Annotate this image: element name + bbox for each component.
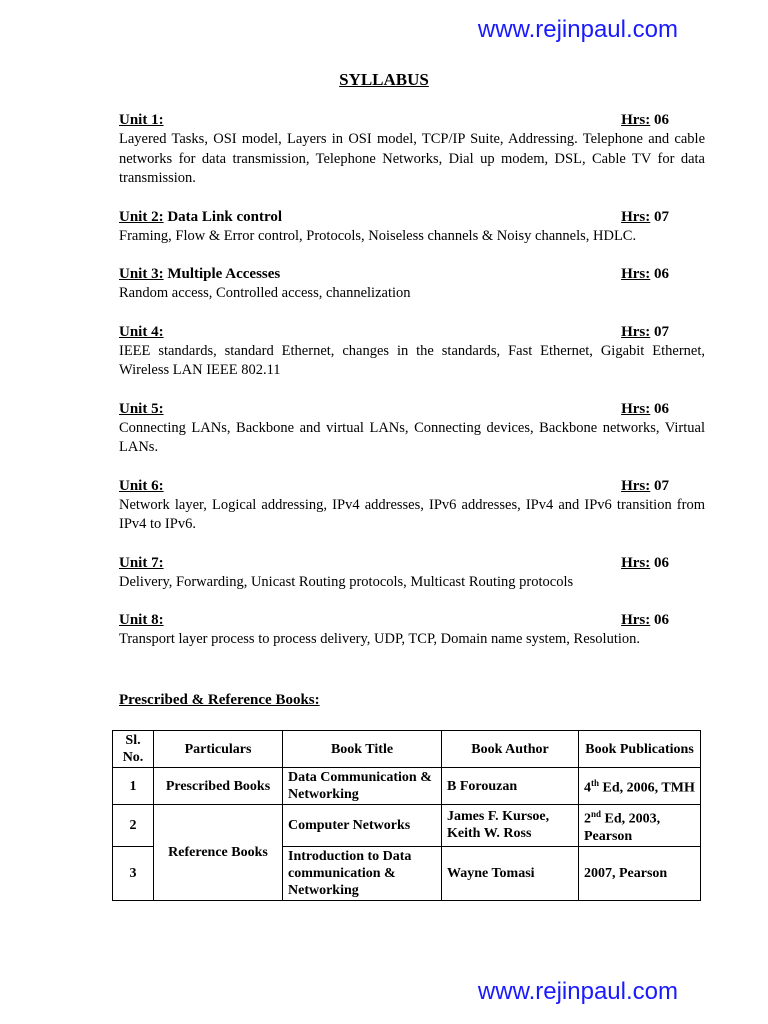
unit-name: Multiple Accesses — [167, 266, 281, 282]
unit-hours: 06 — [654, 554, 669, 571]
unit-hours: 06 — [654, 112, 669, 128]
hrs-label: Hrs: — [621, 400, 651, 417]
unit-5 — [119, 400, 705, 458]
hrs-label: Hrs: — [621, 208, 651, 225]
book-publication-cell: 2007, Pearson — [579, 846, 701, 900]
hrs-label: Hrs: — [621, 554, 651, 571]
book-author-cell: Wayne Tomasi — [442, 846, 579, 900]
unit-label: Unit 1: — [119, 112, 164, 128]
books-table — [112, 730, 701, 901]
column-header: Book Publications — [579, 731, 701, 768]
particulars-cell: Prescribed Books — [154, 768, 283, 805]
unit-3 — [119, 265, 705, 304]
unit-label: Unit 8: — [119, 612, 164, 628]
unit-2 — [119, 208, 705, 247]
unit-7 — [119, 554, 705, 593]
hrs-label: Hrs: — [621, 112, 651, 128]
unit-description: Random access, Controlled access, channelization — [119, 285, 411, 301]
unit-1 — [119, 111, 705, 189]
unit-description: Connecting LANs, Backbone and virtual LANs, Connecting devices, Backbone networks, Virtual LANs. — [119, 419, 705, 455]
unit-hours: 07 — [654, 323, 669, 340]
unit-hours: 07 — [654, 477, 669, 494]
hrs-label: Hrs: — [621, 477, 651, 494]
unit-hours: 07 — [654, 208, 669, 225]
book-publication-cell: 2nd Ed, 2003, Pearson — [579, 805, 701, 847]
book-title-cell: Computer Networks — [283, 805, 442, 847]
unit-label: Unit 2: — [119, 208, 164, 225]
table-header-row — [113, 731, 701, 768]
unit-hours: 06 — [654, 612, 669, 628]
unit-description: IEEE standards, standard Ethernet, changes in the standards, Fast Ethernet, Gigabit Ethernet, Wireless LAN IEEE 802.11 — [119, 342, 705, 378]
book-author-cell: B Forouzan — [442, 768, 579, 805]
unit-description: Delivery, Forwarding, Unicast Routing protocols, Multicast Routing protocols — [119, 573, 574, 590]
unit-hours: 06 — [654, 400, 669, 417]
unit-description: Network layer, Logical addressing, IPv4 addresses, IPv6 addresses, IPv4 and IPv6 transition from IPv4 to IPv6. — [119, 496, 705, 532]
watermark-top: www.rejinpaul.com — [477, 16, 678, 43]
column-header: Sl. No. — [113, 731, 154, 768]
column-header: Book Author — [442, 731, 579, 768]
table-row — [113, 768, 701, 805]
unit-hours: 06 — [654, 266, 669, 282]
unit-4 — [119, 323, 705, 381]
unit-label: Unit 3: — [119, 266, 164, 282]
unit-label: Unit 7: — [119, 554, 164, 571]
page-title: SYLLABUS — [339, 70, 429, 89]
unit-description: Layered Tasks, OSI model, Layers in OSI model, TCP/IP Suite, Addressing. Telephone and cable networks for data transmission, Telephone Networks, Dial up modem, DSL, Cable TV for data transmission. — [119, 131, 705, 186]
book-publication-cell: 4th Ed, 2006, TMH — [579, 768, 701, 805]
sl-no-cell: 3 — [113, 846, 154, 900]
unit-description: Framing, Flow & Error control, Protocols, Noiseless channels & Noisy channels, HDLC. — [119, 227, 637, 244]
unit-6 — [119, 477, 705, 535]
sl-no-cell: 1 — [113, 768, 154, 805]
unit-label: Unit 4: — [119, 323, 164, 340]
particulars-cell: Reference Books — [154, 805, 283, 901]
sl-no-cell: 2 — [113, 805, 154, 847]
watermark-bottom: www.rejinpaul.com — [477, 978, 678, 1005]
book-title-cell: Introduction to Data communication & Networking — [283, 846, 442, 900]
hrs-label: Hrs: — [621, 266, 651, 282]
unit-label: Unit 5: — [119, 400, 164, 417]
column-header: Book Title — [283, 731, 442, 768]
books-heading: Prescribed & Reference Books: — [119, 692, 320, 708]
book-author-cell: James F. Kursoe, Keith W. Ross — [442, 805, 579, 847]
units-list — [119, 111, 705, 669]
hrs-label: Hrs: — [621, 323, 651, 340]
table-row — [113, 805, 701, 847]
unit-name: Data Link control — [167, 208, 283, 225]
unit-8 — [119, 611, 705, 650]
hrs-label: Hrs: — [621, 612, 651, 628]
column-header: Particulars — [154, 731, 283, 768]
unit-description: Transport layer process to process delivery, UDP, TCP, Domain name system, Resolution. — [119, 631, 641, 647]
unit-label: Unit 6: — [119, 477, 164, 494]
book-title-cell: Data Communication & Networking — [283, 768, 442, 805]
